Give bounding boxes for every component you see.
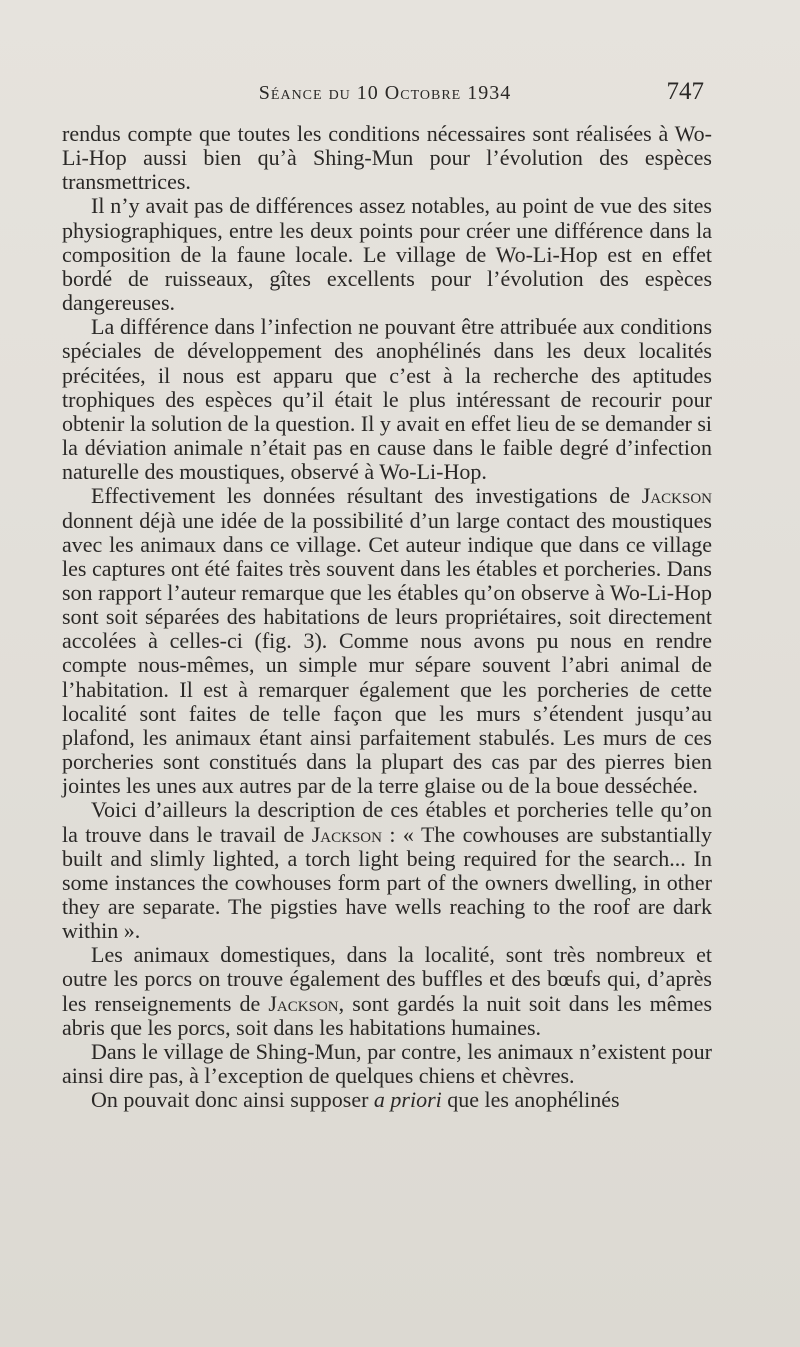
paragraph-8-start: On pouvait donc ainsi supposer bbox=[91, 1087, 369, 1113]
author-name-jackson: Jackson bbox=[268, 990, 339, 1016]
paragraph-5 bbox=[62, 798, 712, 943]
paragraph-7: Dans le village de Shing-Mun, par contre, les animaux n’existent pour ainsi dire pas, à l’exception de quelques chiens et chèvres. bbox=[62, 1038, 712, 1089]
paragraph-3: La différence dans l’infection ne pouvant être attribuée aux conditions spéciales de développement des anophélinés dans les deux localités précitées, il nous est apparu que c’est à la recherche des aptitudes trophiques des espèces qu’il était le plus intéressant de recourir pour obtenir la solution de la question. Il y avait en effet lieu de se demander si la déviation animale n’était pas en cause dans le faible degré d’infection naturelle des moustiques, observé à Wo-Li-Hop. bbox=[62, 314, 712, 485]
paragraph-6-start: Les animaux domestiques, dans la localité, sont très nombreux et outre les porcs on trouve également des buffles et des bœufs qui, d’après les renseignements de bbox=[62, 942, 712, 1016]
paragraph-8-end: que les anophélinés bbox=[447, 1087, 620, 1113]
paragraph-4-start: Effectivement les données résultant des investigations de bbox=[91, 483, 631, 509]
running-title: Séance du 10 Octobre 1934 bbox=[258, 82, 512, 104]
paragraph-5-start: Voici d’ailleurs la description de ces étables et porcheries telle qu’on la trouve dans le travail de bbox=[62, 797, 712, 847]
paragraph-4 bbox=[62, 484, 712, 798]
paragraph-5-quote: : « The cowhouses are substantially built and slimly lighted, a torch light being required for the search... In some instances the cowhouses form part of the owners dwelling, in other they are separate. The pigsties have wells reaching to the roof are dark within ». bbox=[62, 821, 713, 944]
paragraph-6 bbox=[62, 943, 712, 1040]
paragraph-1: rendus compte que toutes les conditions nécessaires sont réalisées à Wo-Li-Hop aussi bien qu’à Shing-Mun pour l’évolution des espèces transmettrices. bbox=[62, 121, 712, 195]
page-header bbox=[0, 78, 800, 112]
paragraph-8 bbox=[62, 1088, 712, 1112]
paragraph-4-end: donnent déjà une idée de la possibilité d’un large contact des moustiques avec les animaux dans ce village. Cet auteur indique que dans ce village les captures ont été faites très souvent dans les étables et porcheries. Dans son rapport l’auteur remarque que les étables qu’on observe à Wo-Li-Hop sont soit séparées des habitations de leurs propriétaires, soit directement accolées à celles-ci (fig. 3). Comme nous avons pu nous en rendre compte nous-mêmes, un simple mur sépare souvent l’abri animal de l’habitation. Il est à remarquer également que les porcheries de cette localité sont faites de telle façon que les murs s’étendent jusqu’au plafond, les animaux étant ainsi parfaitement stabulés. Les murs de ces porcheries sont constitués dans la plupart des cas par des pierres bien jointes les unes aux autres par de la terre glaise ou de la boue desséchée. bbox=[62, 507, 712, 799]
italic-a-priori: a priori bbox=[373, 1087, 442, 1113]
paragraph-6-end: , sont gardés la nuit soit dans les mêmes abris que les porcs, soit dans les habitations humaines. bbox=[62, 990, 713, 1040]
page-number: 747 bbox=[666, 78, 704, 105]
paragraph-2: Il n’y avait pas de différences assez notables, au point de vue des sites physiographiques, entre les deux points pour créer une différence dans la composition de la faune locale. Le village de Wo-Li-Hop est en effet bordé de ruisseaux, gîtes excellents pour l’évolution des espèces dangereuses. bbox=[62, 193, 712, 316]
author-name-jackson: Jackson bbox=[311, 821, 382, 847]
author-name-jackson: Jackson bbox=[641, 483, 713, 509]
body-text bbox=[62, 122, 712, 1112]
